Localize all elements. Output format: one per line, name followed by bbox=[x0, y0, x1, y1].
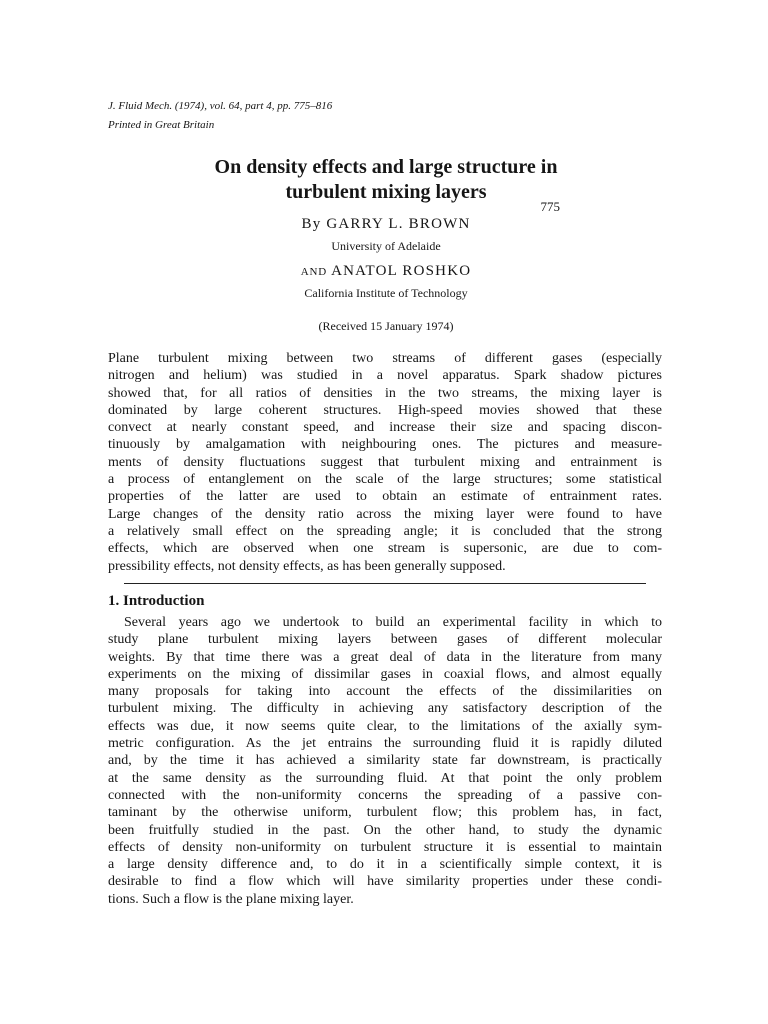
title-line-1: On density effects and large structure in bbox=[214, 156, 558, 178]
body-line: a large density difference and, to do it in a scientifically simple context, it is bbox=[108, 857, 662, 873]
abstract-line: pressibility effects, not density effects, as has been generally supposed. bbox=[108, 558, 506, 574]
received-date: (Received 15 January 1974) bbox=[318, 319, 454, 333]
abstract bbox=[108, 350, 662, 575]
body-line: study plane turbulent mixing layers between gases of different molecular bbox=[108, 632, 662, 648]
body-line: turbulent mixing. The difficulty in achieving any satisfactory description of the bbox=[108, 701, 662, 717]
body-line: many proposals for taking into account the effects of the dissimilarities on bbox=[108, 684, 662, 700]
page-number: 775 bbox=[540, 199, 560, 214]
author-line-2 bbox=[108, 263, 664, 280]
author-1-name: GARRY L. BROWN bbox=[326, 216, 471, 232]
abstract-line: Large changes of the density ratio across the mixing layer were found to have bbox=[108, 506, 662, 522]
abstract-line: Plane turbulent mixing between two streams of different gases (especially bbox=[108, 351, 662, 366]
abstract-line: nitrogen and helium) was studied in a novel apparatus. Spark shadow pictures bbox=[108, 368, 662, 384]
body-line: metric configuration. As the jet entrains the surrounding fluid it is rapidly diluted bbox=[108, 736, 662, 752]
author-2-affiliation: California Institute of Technology bbox=[304, 286, 468, 300]
abstract-line: a process of entanglement on the scale of the large structures; some statistical bbox=[108, 472, 662, 488]
journal-reference: J. Fluid Mech. (1974), vol. 64, part 4, pp. 775–816 bbox=[108, 100, 333, 112]
body-line: tions. Such a flow is the plane mixing layer. bbox=[108, 891, 354, 907]
body-line: been fruitfully studied in the past. On the other hand, to study the dynamic bbox=[108, 822, 662, 838]
abstract-line: a relatively small effect on the spreading angle; it is concluded that the strong bbox=[108, 523, 662, 539]
title-line-2: turbulent mixing layers bbox=[285, 181, 487, 203]
abstract-line: properties of the latter are used to obtain an estimate of entrainment rates. bbox=[108, 489, 662, 505]
paper-title bbox=[108, 155, 664, 205]
body-line: weights. By that time there was a great deal of data in the literature from many bbox=[108, 649, 662, 665]
body-line: taminant by the otherwise uniform, turbulent flow; this problem has, in fact, bbox=[108, 805, 662, 821]
and-word: AND bbox=[300, 266, 327, 278]
body-line: connected with the non-uniformity concerns the spreading of a passive con- bbox=[108, 787, 662, 803]
body-line: and, by the time it has achieved a similarity state far downstream, is practically bbox=[108, 753, 662, 769]
introduction-body bbox=[108, 614, 662, 908]
abstract-line: dominated by large coherent structures. High-speed movies showed that these bbox=[108, 402, 662, 418]
author-line-1 bbox=[108, 216, 664, 233]
abstract-line: effects, which are observed when one stream is supersonic, are due to com- bbox=[108, 541, 662, 557]
author-2-name: ANATOL ROSHKO bbox=[331, 263, 472, 279]
printed-note: Printed in Great Britain bbox=[108, 119, 215, 131]
abstract-line: ments of density fluctuations suggest that turbulent mixing and entrainment is bbox=[108, 454, 662, 470]
by-word: By bbox=[301, 216, 322, 232]
abstract-divider bbox=[124, 583, 646, 584]
body-line: effects of density non-uniformity on turbulent structure it is essential to maintain bbox=[108, 839, 662, 855]
abstract-line: tinuously by amalgamation with neighbouring ones. The pictures and measure- bbox=[108, 437, 662, 453]
body-line: experiments on the mixing of dissimilar gases in coaxial flows, and almost equally bbox=[108, 666, 662, 682]
body-line: Several years ago we undertook to build an experimental facility in which to bbox=[124, 615, 662, 630]
body-line: desirable to find a flow which will have similarity properties under these condi- bbox=[108, 874, 662, 890]
body-line: at the same density as the surrounding fluid. At that point the only problem bbox=[108, 770, 662, 786]
body-line: effects was due, it now seems quite clear, to the limitations of the axially sym- bbox=[108, 718, 662, 734]
author-1-affiliation: University of Adelaide bbox=[331, 239, 441, 253]
section-heading: 1. Introduction bbox=[108, 593, 205, 609]
abstract-line: convect at nearly constant speed, and increase their size and spacing discon- bbox=[108, 420, 662, 436]
abstract-line: showed that, for all ratios of densities in the two streams, the mixing layer is bbox=[108, 385, 662, 401]
